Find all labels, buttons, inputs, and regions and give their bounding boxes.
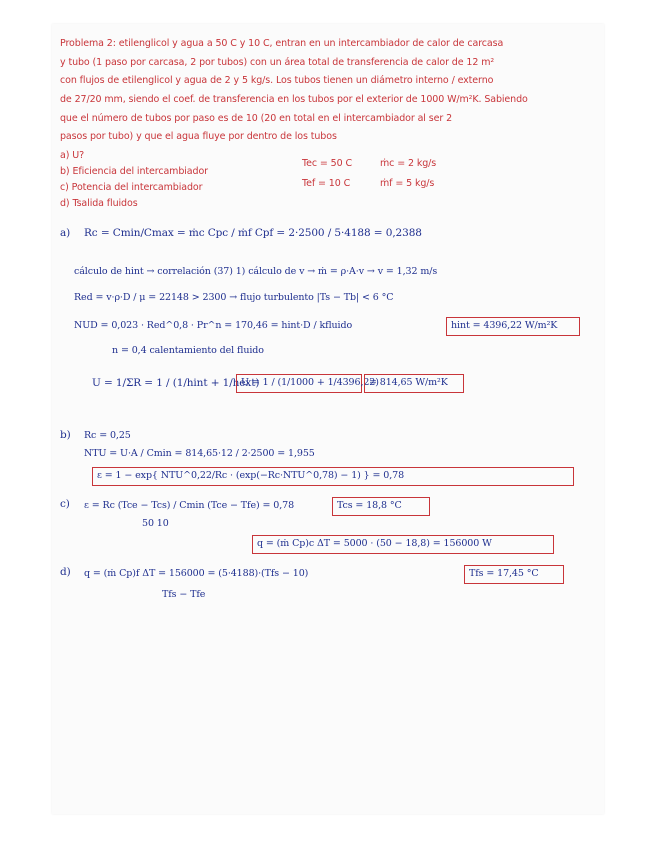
nusselt-equation: NUD = 0,023 · Red^0,8 · Pr^n = 170,46 = hint·D / kfluido [74,320,353,331]
efficiency-formula-box [92,467,574,486]
efficiency-formula: ε = 1 − exp{ NTU^0,22/Rc · (exp(−Rc·NTU^0,78) − 1) } = 0,78 [97,470,405,481]
exponent-note: n = 0,4 calentamiento del fluido [112,345,264,356]
u-result: = 814,65 W/m²K [369,377,448,388]
problem-line: Problema 2: etilenglicol y agua a 50 C y 10 C, entran en un intercambiador de calor de carcasa [60,38,504,49]
question-item: b) Eficiencia del intercambiador [60,166,208,177]
hint-result-box [446,317,580,336]
delta-t-note: Tfs − Tfe [162,589,206,600]
part-b-label: b) [60,429,71,441]
question-item: d) Tsalida fluidos [60,198,138,209]
problem-line: que el número de tubos por paso es de 10 (20 en total en el intercambiador al ser 2 [60,113,453,124]
u-expression: U = 1 / (1/1000 + 1/4396,22) [241,377,379,388]
tfs-box [464,565,564,584]
efficiency-equation: ε = Rc (Tce − Tcs) / Cmin (Tce − Tfe) = 0,78 [84,500,295,511]
tcs-box [332,497,430,516]
problem-line: y tubo (1 paso por carcasa, 2 por tubos) con un área total de transferencia de calor de 12 m² [60,57,495,68]
q-result: q = (ṁ Cp)c ΔT = 5000 · (50 − 18,8) = 156000 W [257,538,492,549]
given-tec: Tec = 50 C [302,158,352,169]
u-expression-box [236,374,379,393]
u-result-box [364,374,464,393]
question-item: c) Potencia del intercambiador [60,182,203,193]
given-mc: ṁc = 2 kg/s [380,158,437,169]
rc-value: Rc = 0,25 [84,430,131,441]
given-tef: Tef = 10 C [302,178,351,189]
tfs-result: Tfs = 17,45 °C [469,568,539,579]
reynolds-equation: Red = v·ρ·D / μ = 22148 > 2300 → flujo turbulento |Ts − Tb| < 6 °C [74,292,394,303]
problem-line: con flujos de etilenglicol y agua de 2 y 5 kg/s. Los tubos tienen un diámetro interno / externo [60,75,494,86]
rc-equation: Rc = Cmin/Cmax = ṁc Cpc / ṁf Cpf = 2·2500 / 5·4188 = 0,2388 [84,227,422,239]
q-result-box [252,535,554,554]
part-c-label: c) [60,498,70,510]
problem-line: de 27/20 mm, siendo el coef. de transferencia en los tubos por el exterior de 1000 W/m²K. Sabiendo [60,94,528,105]
notebook-page [52,24,604,814]
tcs-result: Tcs = 18,8 °C [337,500,402,511]
hint-result: hint = 4396,22 W/m²K [451,320,558,331]
problem-line: pasos por tubo) y que el agua fluye por dentro de los tubos [60,131,337,142]
inlet-temps: 50 10 [142,518,169,529]
q-equation: q = (ṁ Cp)f ΔT = 156000 = (5·4188)·(Tfs − 10) [84,568,309,579]
part-d-label: d) [60,566,71,578]
hint-calc-line: cálculo de hint → correlación (37) 1) cálculo de v → ṁ = ρ·A·v → v = 1,32 m/s [74,266,438,277]
u-definition: U = 1/ΣR = 1 / (1/hint + 1/hext) [92,377,260,389]
question-item: a) U? [60,150,85,161]
part-a-label: a) [60,227,71,239]
ntu-equation: NTU = U·A / Cmin = 814,65·12 / 2·2500 = 1,955 [84,448,315,459]
given-mf: ṁf = 5 kg/s [380,178,435,189]
